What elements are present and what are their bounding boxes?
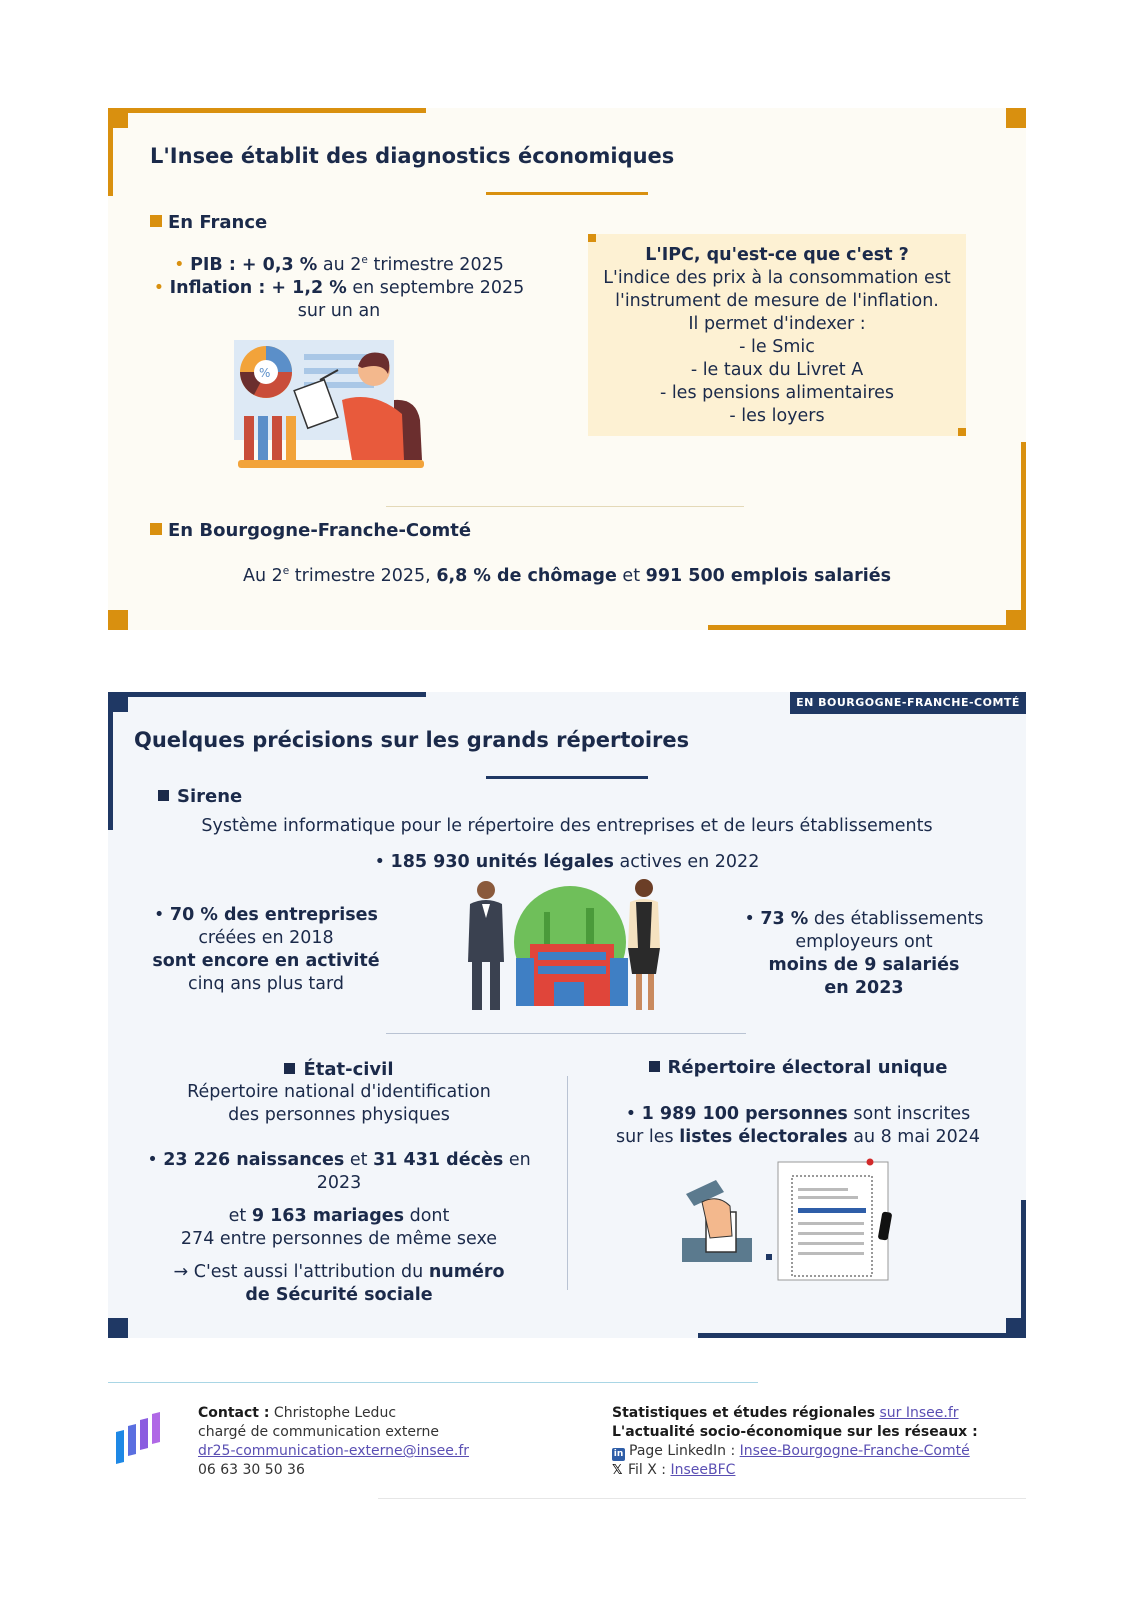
diagnostics-title: L'Insee établit des diagnostics économiques	[150, 144, 675, 168]
pib-line: • PIB : + 0,3 % au 2e trimestre 2025	[174, 254, 504, 275]
title-underline	[486, 192, 648, 195]
ipc-line3: Il permet d'indexer :	[688, 314, 866, 334]
square-bullet-icon	[649, 1061, 660, 1072]
frame-right-bar	[1021, 1200, 1026, 1338]
sirene-heading: Sirene	[158, 786, 242, 807]
linkedin-link[interactable]: Insee-Bourgogne-Franche-Comté	[739, 1443, 970, 1459]
x-icon: 𝕏	[612, 1463, 623, 1478]
insee-logo-icon	[114, 1412, 162, 1464]
ipc-item: - le Smic	[739, 337, 815, 357]
frame-top-bar	[108, 692, 426, 697]
vertical-divider	[567, 1076, 568, 1290]
ipc-corner-tl	[588, 234, 596, 242]
frame-corner-bl	[108, 1318, 128, 1338]
frame-right-bar	[1021, 442, 1026, 630]
etat-civil-heading: État-civil	[124, 1058, 554, 1081]
frame-left-bar	[108, 692, 113, 830]
square-bullet-icon	[284, 1063, 295, 1074]
footer-bottom-line	[378, 1498, 1026, 1499]
sirene-left-stat: • 70 % des entreprises créées en 2018 sont encore en activité cinq ans plus tard	[152, 905, 380, 994]
repertoires-title: Quelques précisions sur les grands répertoires	[134, 728, 690, 752]
ipc-item: - les pensions alimentaires	[659, 383, 895, 403]
ipc-line2: l'instrument de mesure de l'inflation.	[615, 291, 939, 311]
region-badge: EN BOURGOGNE-FRANCHE-COMTÉ	[790, 692, 1026, 714]
bfc-heading: En Bourgogne-Franche-Comté	[150, 520, 471, 541]
contact-email-link[interactable]: dr25-communication-externe@insee.fr	[198, 1443, 469, 1459]
frame-corner-tl	[108, 692, 128, 712]
frame-top-bar	[108, 108, 426, 113]
divider	[386, 1033, 746, 1034]
divider	[386, 506, 744, 507]
etat-civil-block: État-civil Répertoire national d'identification des personnes physiques • 23 226 naissances et 31 431 décès en 2023 et 9 163 mariages dont 274 entre personnes de même sexe → C'est aussi l'attribution du numéro de Sécurité sociale	[124, 1058, 554, 1307]
frame-corner-bl	[108, 610, 128, 630]
title-underline	[486, 776, 648, 779]
insee-link[interactable]: sur Insee.fr	[879, 1405, 959, 1421]
sirene-right-stat: • 73 % des établissements employeurs ont moins de 9 salariés en 2023	[744, 909, 984, 998]
sirene-description: Système informatique pour le répertoire des entreprises et de leurs établissements	[201, 816, 933, 836]
ipc-item: - les loyers	[729, 406, 825, 426]
frame-bottom-bar	[698, 1333, 1026, 1338]
square-bullet-icon	[150, 523, 162, 535]
voting-illustration	[672, 1158, 902, 1288]
square-bullet-icon	[158, 790, 169, 801]
analyst-illustration	[234, 340, 434, 480]
ipc-item: - le taux du Livret A	[690, 360, 864, 380]
linkedin-icon: in	[613, 1449, 624, 1459]
frame-corner-tl	[108, 108, 128, 128]
reu-block: Répertoire électoral unique • 1 989 100 personnes sont inscrites sur les listes électorales au 8 mai 2024	[588, 1056, 1008, 1149]
sirene-stat: • 185 930 unités légales actives en 2022	[374, 852, 760, 872]
arrow-right-icon: →	[173, 1262, 189, 1282]
ipc-line1: L'indice des prix à la consommation est	[603, 268, 951, 288]
contact-block: Contact : Christophe Leduc chargé de communication externe dr25-communication-externe@insee.fr 06 63 30 50 36	[198, 1405, 469, 1478]
square-bullet-icon	[150, 215, 162, 227]
france-heading: En France	[150, 212, 267, 233]
inflation-line: • Inflation : + 1,2 % en septembre 2025	[153, 278, 525, 298]
ipc-box	[588, 234, 966, 436]
business-illustration	[460, 878, 670, 1018]
diagnostics-panel	[108, 108, 1026, 630]
france-stats	[144, 254, 534, 323]
inflation-line2: sur un an	[297, 301, 381, 321]
repertoires-panel	[108, 692, 1026, 1338]
reu-heading: Répertoire électoral unique	[588, 1056, 1008, 1079]
x-link[interactable]: InseeBFC	[670, 1462, 736, 1478]
ipc-corner-br	[958, 428, 966, 436]
frame-corner-tr	[1006, 108, 1026, 128]
footer-top-line	[108, 1382, 758, 1383]
bfc-stats: Au 2e trimestre 2025, 6,8 % de chômage et 991 500 emplois salariés	[242, 565, 891, 586]
ipc-title: L'IPC, qu'est-ce que c'est ?	[645, 245, 909, 265]
svg-text:%: %	[259, 366, 271, 380]
frame-bottom-bar	[708, 625, 1026, 630]
links-block: Statistiques et études régionales sur Insee.fr L'actualité socio-économique sur les réseaux : in Page LinkedIn : Insee-Bourgogne-Franche-Comté 𝕏 Fil X : InseeBFC	[612, 1405, 978, 1478]
